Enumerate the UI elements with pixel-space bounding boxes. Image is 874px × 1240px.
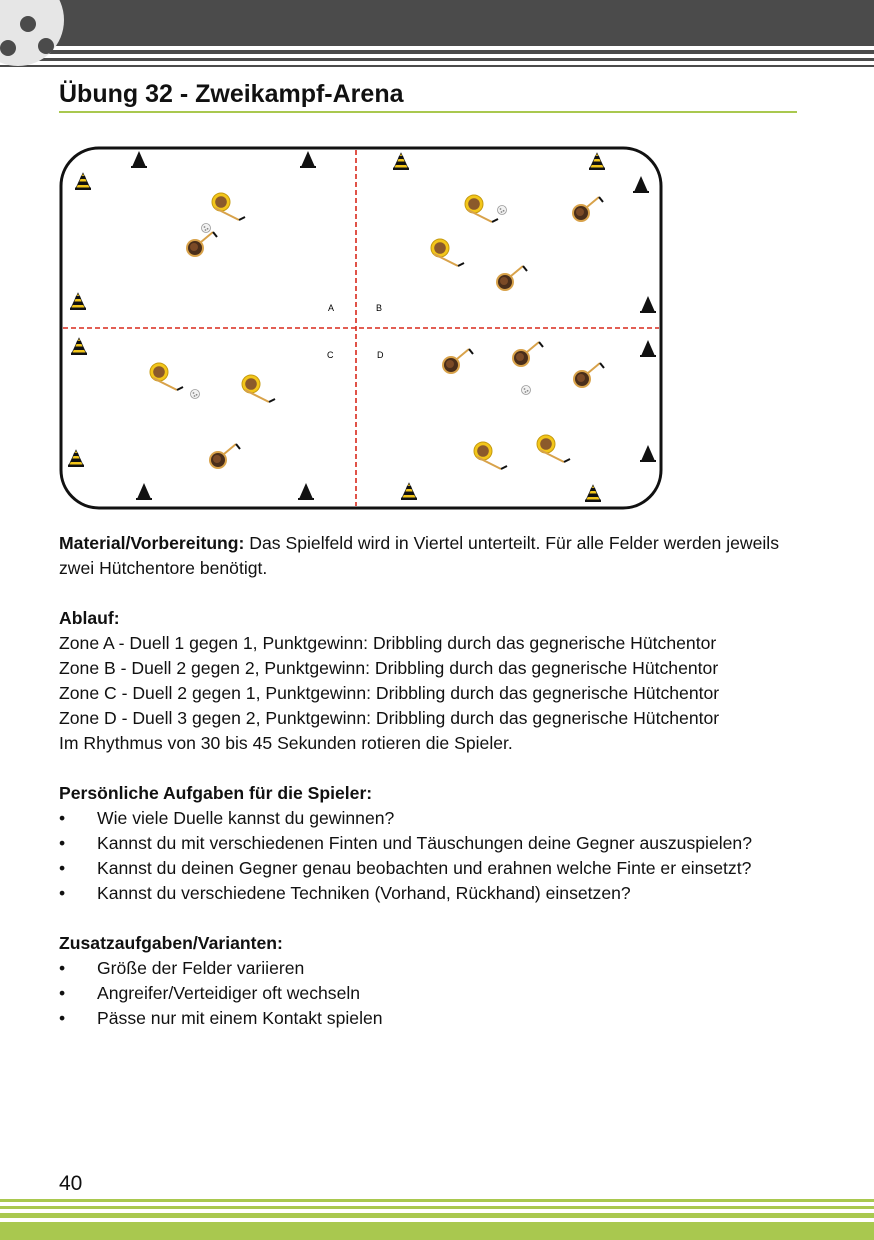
list-item: • Kannst du verschiedene Techniken (Vorhand, Rückhand) einsetzen? (59, 881, 819, 906)
ball-icon (498, 206, 507, 215)
ablauf-line: Zone A - Duell 1 gegen 1, Punktgewinn: Dribbling durch das gegnerische Hütchentor (59, 633, 717, 653)
title-underline (59, 111, 797, 113)
list-item: • Angreifer/Verteidiger oft wechseln (59, 981, 819, 1006)
page-title: Übung 32 - Zweikampf-Arena (59, 80, 404, 108)
list-item: • Wie viele Duelle kannst du gewinnen? (59, 806, 819, 831)
zusatz-section (59, 931, 819, 1031)
aufgaben-list (59, 806, 819, 906)
ablauf-line: Zone D - Duell 3 gegen 2, Punktgewinn: Dribbling durch das gegnerische Hütchentor (59, 708, 720, 728)
list-item: • Größe der Felder variieren (59, 956, 819, 981)
header-stripe (0, 65, 874, 67)
ball-icon (191, 390, 200, 399)
material-section (59, 531, 819, 581)
footer-stripe (0, 1199, 874, 1202)
material-text: Das Spielfeld wird in Viertel unterteilt. Für alle Felder werden jeweils zwei Hütchentore benötigt. (59, 533, 779, 578)
aufgaben-heading: Persönliche Aufgaben für die Spieler: (59, 783, 373, 803)
ablauf-line: Zone C - Duell 2 gegen 1, Punktgewinn: Dribbling durch das gegnerische Hütchentor (59, 683, 720, 703)
header-stripe (0, 50, 874, 54)
zusatz-list (59, 956, 819, 1031)
zusatz-heading: Zusatzaufgaben/Varianten: (59, 933, 283, 953)
header-bar (0, 0, 874, 46)
ball-icon (202, 224, 211, 233)
ball-icon (522, 386, 531, 395)
list-item: • Kannst du deinen Gegner genau beobachten und erahnen welche Finte er einsetzt? (59, 856, 819, 881)
zone-label-b: B (376, 303, 383, 313)
ablauf-line: Zone B - Duell 2 gegen 2, Punktgewinn: Dribbling durch das gegnerische Hütchentor (59, 658, 719, 678)
aufgaben-section (59, 781, 819, 906)
list-item: • Kannst du mit verschiedenen Finten und Täuschungen deine Gegner auszuspielen? (59, 831, 819, 856)
ablauf-section (59, 606, 819, 756)
field-diagram (59, 146, 663, 510)
material-label: Material/Vorbereitung: (59, 533, 245, 553)
zone-label-c: C (327, 350, 334, 360)
page-number: 40 (59, 1172, 83, 1195)
zone-label-a: A (328, 303, 335, 313)
footer-bar (0, 1222, 874, 1240)
list-item: • Pässe nur mit einem Kontakt spielen (59, 1006, 819, 1031)
floorball-ball-logo (0, 0, 64, 66)
ablauf-heading: Ablauf: (59, 608, 120, 628)
zone-label-d: D (377, 350, 384, 360)
footer-stripe (0, 1206, 874, 1209)
ablauf-line: Im Rhythmus von 30 bis 45 Sekunden rotieren die Spieler. (59, 733, 513, 753)
footer-stripe (0, 1213, 874, 1218)
header-stripe (0, 58, 874, 61)
